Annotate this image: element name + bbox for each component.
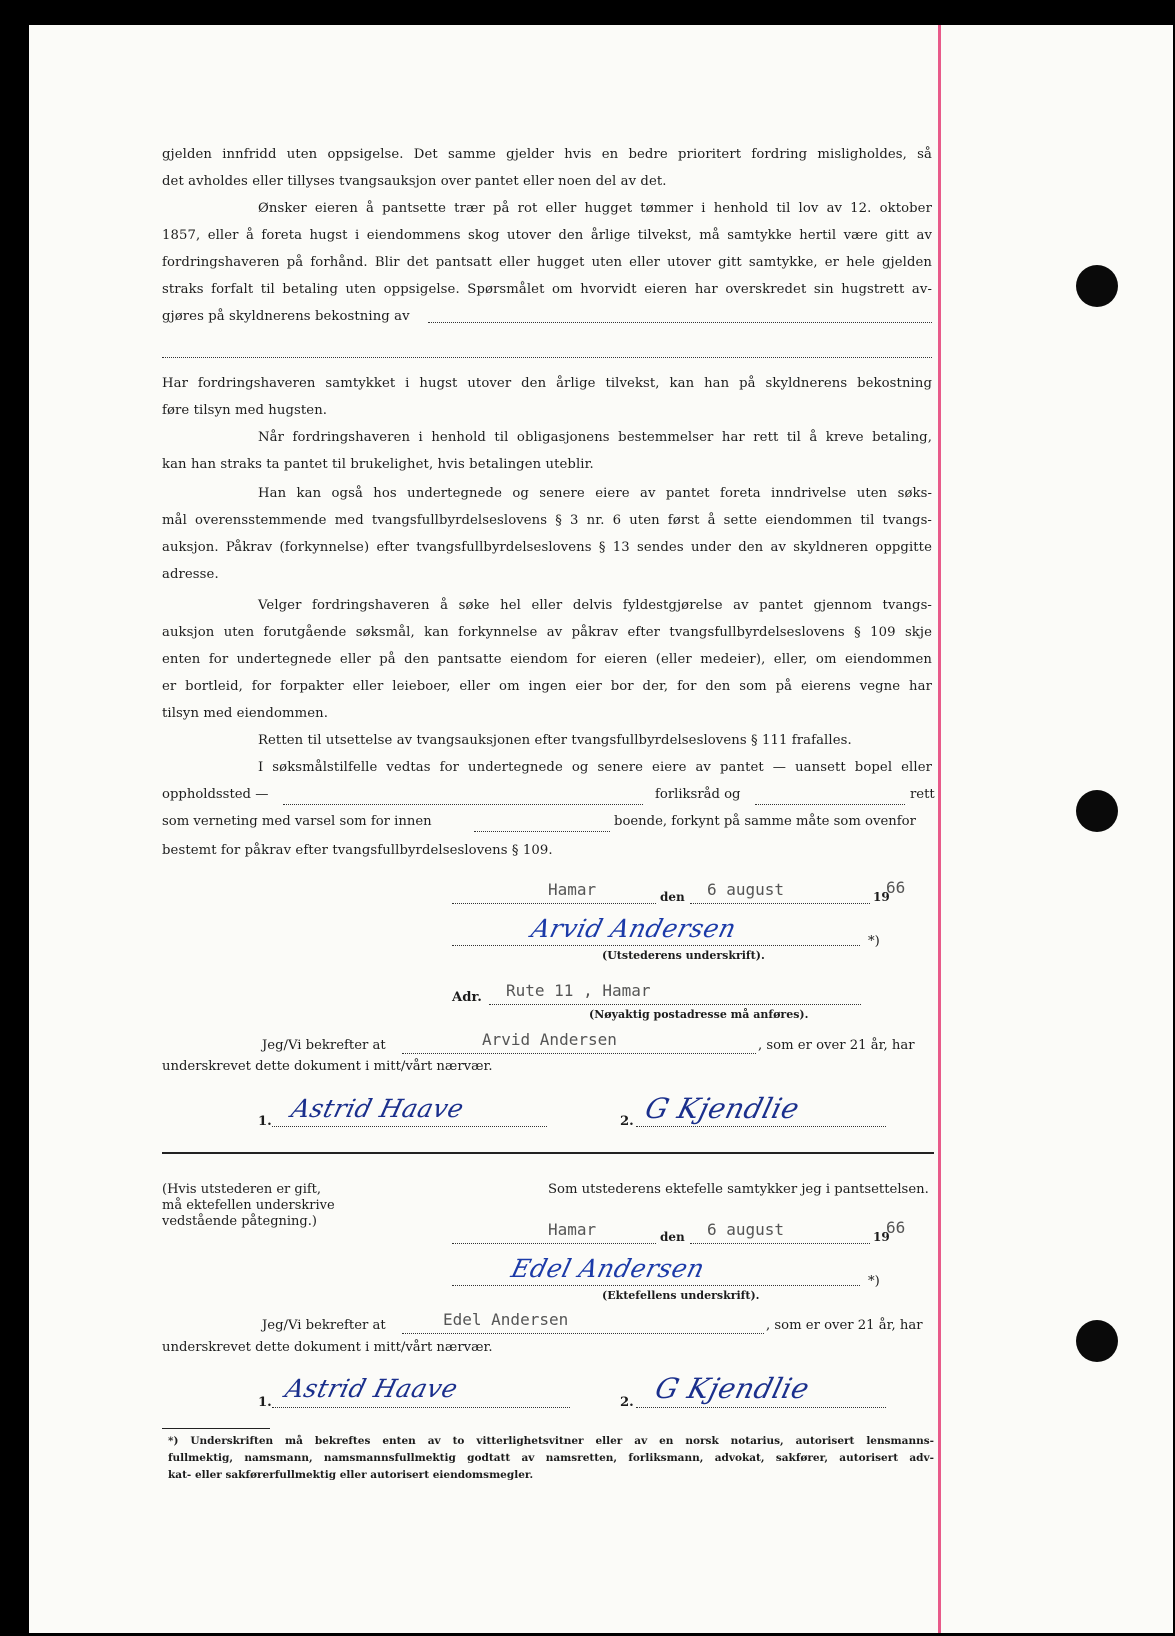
footnote: *) Underskriften må bekreftes enten av to vitterlighetsvitner eller av en norsk notarius, autorisert lensmanns- fullmektig, namsmann, namsmannsfullmektig godtatt av namsretten, forliksmann, advokat, sakfører, autorisert adv- kat- eller sakførerfullmektig eller autorisert eiendomsmegler. [168, 1435, 934, 1481]
body-line: auksjon. Påkrav (forkynnelse) efter tvangsfullbyrdelseslovens § 13 sendes under den av skyldneren oppgitte [162, 540, 932, 555]
confirm-text: , som er over 21 år, har [766, 1318, 923, 1333]
issuer-signature-label: (Utstederens underskrift). [602, 949, 765, 962]
confirm-text: underskrevet dette dokument i mitt/vårt nærvær. [162, 1340, 493, 1355]
address-field: Rute 11 , Hamar [506, 981, 651, 1000]
adr-label: Adr. [452, 990, 482, 1005]
witness-number: 2. [620, 1114, 634, 1129]
spouse-consent: Som utstederens ektefelle samtykker jeg i pantsettelsen. [548, 1182, 929, 1197]
body-text: forliksråd og [655, 787, 741, 802]
fill-line [489, 1004, 861, 1005]
fill-line [428, 322, 932, 323]
body-line: auksjon uten forutgående søksmål, kan forkynnelse av påkrav efter tvangsfullbyrdelseslovens § 109 skje [162, 625, 932, 640]
fill-line [690, 1243, 870, 1244]
body-line: mål overensstemmende med tvangsfullbyrdelseslovens § 3 nr. 6 uten først å sette eiendommen til tvangs- [162, 513, 932, 528]
year-prefix: 19 [873, 890, 890, 904]
body-line: fordringshaveren på forhånd. Blir det pantsatt eller hugget uten eller utover gitt samtykke, er hele gjelden [162, 255, 932, 270]
margin-line [938, 25, 941, 1633]
fill-line [452, 945, 860, 946]
body-line: gjelden innfridd uten oppsigelse. Det samme gjelder hvis en bedre prioritert fordring misligholdes, så [162, 147, 932, 162]
body-line: kan han straks ta pantet til brukelighet, hvis betalingen uteblir. [162, 457, 594, 472]
fill-line [474, 831, 610, 832]
body-line: det avholdes eller tillyses tvangsauksjon over pantet eller noen del av det. [162, 174, 667, 189]
footnote-marker: *) [868, 1274, 880, 1289]
witness-2-signature: G Kjendlie [641, 1092, 803, 1125]
body-line: I søksmålstilfelle vedtas for undertegnede og senere eiere av pantet — uansett bopel eller [258, 760, 932, 775]
fill-line [636, 1126, 886, 1127]
body-line: straks forfalt til betaling uten oppsigelse. Spørsmålet om hvorvidt eieren har overskredet sin hugstrett av- [162, 282, 932, 297]
fill-line [452, 903, 656, 904]
date-field: 6 august [707, 1220, 785, 1239]
body-line: Han kan også hos undertegnede og senere eiere av pantet foreta inndrivelse uten søks- [258, 486, 932, 501]
confirm-text: underskrevet dette dokument i mitt/vårt nærvær. [162, 1059, 493, 1074]
body-line: 1857, eller å foreta hugst i eiendommens skog utover den årlige tilvekst, må samtykke hertil være gitt av [162, 228, 932, 243]
punch-hole [1076, 1320, 1118, 1362]
fill-line [452, 1243, 656, 1244]
address-label: (Nøyaktig postadresse må anføres). [589, 1008, 809, 1021]
body-line: føre tilsyn med hugsten. [162, 403, 328, 418]
spouse-signature-label: (Ektefellens underskrift). [602, 1289, 760, 1302]
body-line: bestemt for påkrav efter tvangsfullbyrdelseslovens § 109. [162, 843, 553, 858]
body-line: Har fordringshaveren samtykket i hugst utover den årlige tilvekst, kan han på skyldnerens bekostning [162, 376, 932, 391]
footnote-marker: *) [868, 934, 880, 949]
fill-line [402, 1333, 764, 1334]
place-field: Hamar [548, 880, 597, 899]
body-line: Retten til utsettelse av tvangsauksjonen efter tvangsfullbyrdelseslovens § 111 frafalles. [258, 733, 852, 748]
spouse-signature: Edel Andersen [508, 1254, 708, 1283]
year-field: 66 [886, 878, 906, 897]
witness-1-signature: Astrid Haave [288, 1094, 467, 1123]
witness-2-signature: G Kjendlie [651, 1372, 813, 1405]
body-text: som verneting med varsel som for innen [162, 814, 432, 829]
fill-line [452, 1285, 860, 1286]
confirm-name-field: Arvid Andersen [482, 1030, 617, 1049]
fill-line [162, 357, 932, 358]
footnote-rule [162, 1428, 270, 1429]
body-text: rett [910, 787, 935, 802]
fill-line [636, 1407, 886, 1408]
issuer-signature: Arvid Andersen [528, 914, 740, 943]
confirm-name-field: Edel Andersen [443, 1310, 569, 1329]
fill-line [272, 1126, 547, 1127]
body-line: tilsyn med eiendommen. [162, 706, 328, 721]
body-line: gjøres på skyldnerens bekostning av [162, 309, 410, 324]
witness-number: 1. [258, 1114, 272, 1129]
witness-number: 1. [258, 1395, 272, 1410]
punch-hole [1076, 790, 1118, 832]
confirm-text: Jeg/Vi bekrefter at [262, 1318, 386, 1333]
fill-line [690, 903, 870, 904]
date-field: 6 august [707, 880, 785, 899]
section-divider [162, 1152, 934, 1154]
year-prefix: 19 [873, 1230, 890, 1244]
spouse-note: (Hvis utstederen er gift, må ektefellen underskrive vedstående påtegning.) [162, 1182, 335, 1229]
body-line: enten for undertegnede eller på den pantsatte eiendom for eieren (eller medeier), eller, om eiendommen [162, 652, 932, 667]
place-field: Hamar [548, 1220, 597, 1239]
body-line: adresse. [162, 567, 219, 582]
body-line: er bortleid, for forpakter eller leieboer, eller om ingen eier bor der, for den som på eierens vegne har [162, 679, 932, 694]
fill-line [272, 1407, 570, 1408]
punch-hole [1076, 265, 1118, 307]
witness-number: 2. [620, 1395, 634, 1410]
body-line: Ønsker eieren å pantsette trær på rot eller hugget tømmer i henhold til lov av 12. oktober [258, 201, 932, 216]
den-label: den [660, 1230, 685, 1244]
witness-1-signature: Astrid Haave [282, 1374, 461, 1403]
body-text: oppholdssted — [162, 787, 269, 802]
den-label: den [660, 890, 685, 904]
confirm-text: Jeg/Vi bekrefter at [262, 1038, 386, 1053]
body-text: boende, forkynt på samme måte som ovenfor [614, 814, 916, 829]
body-line: Når fordringshaveren i henhold til obligasjonens bestemmelser har rett til å kreve betaling, [258, 430, 932, 445]
confirm-text: , som er over 21 år, har [758, 1038, 915, 1053]
fill-line [283, 804, 643, 805]
fill-line [402, 1053, 756, 1054]
body-line: Velger fordringshaveren å søke hel eller delvis fyldestgjørelse av pantet gjennom tvangs- [258, 598, 932, 613]
fill-line [755, 804, 905, 805]
year-field: 66 [886, 1218, 906, 1237]
